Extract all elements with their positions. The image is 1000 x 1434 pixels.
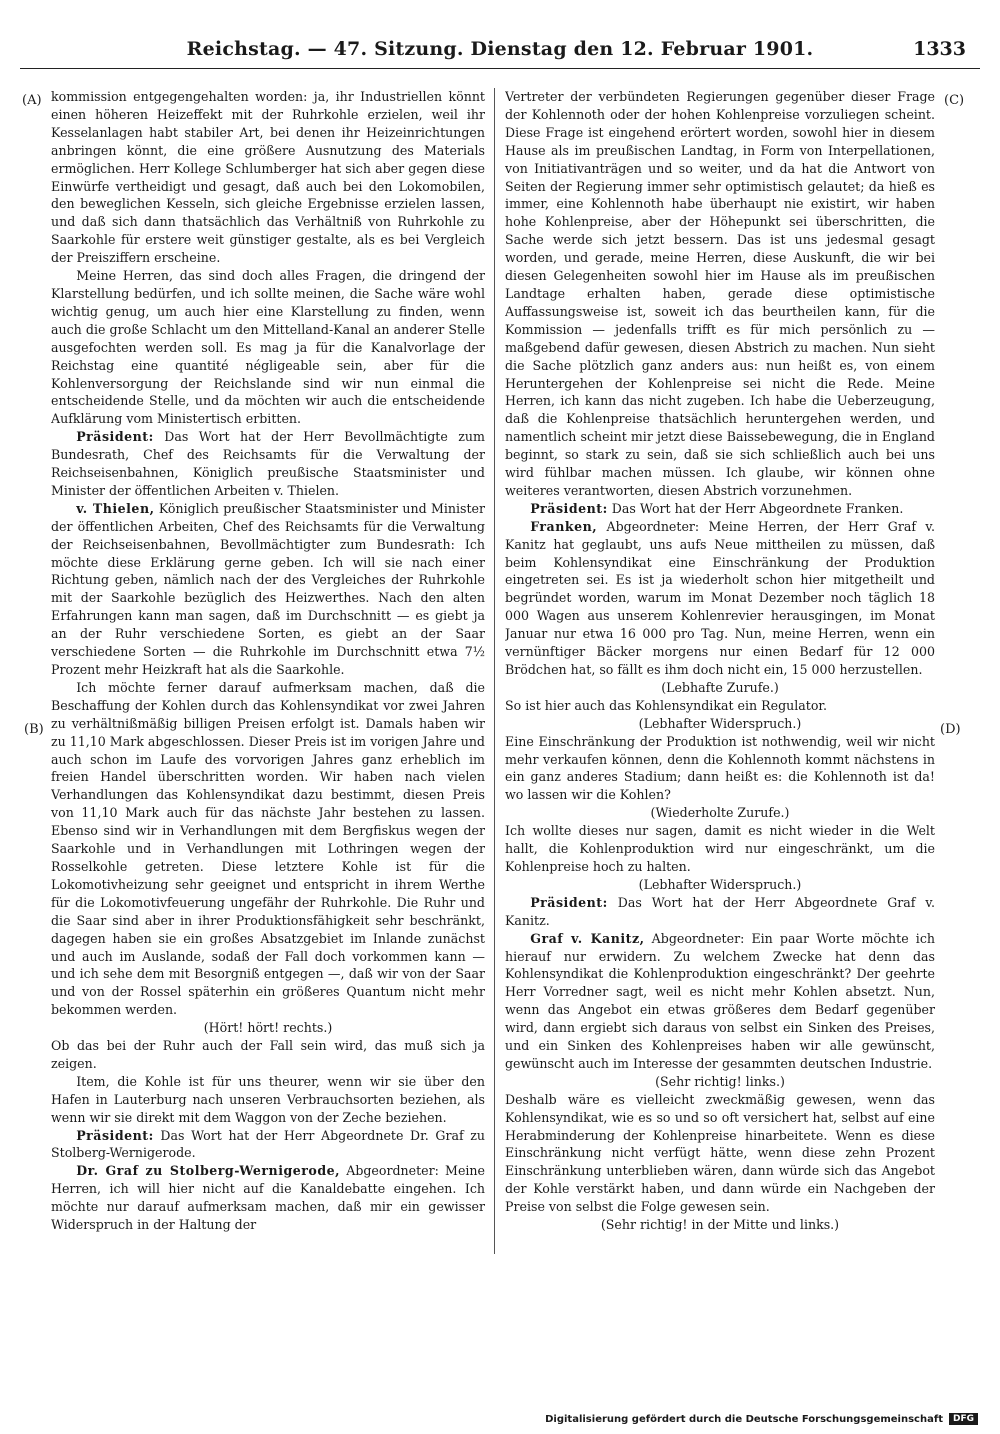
dfg-logo: DFG: [949, 1413, 978, 1425]
speech-paragraph: [51, 428, 485, 500]
paragraph-text: kommission entgegengehalten worden: ja, ihr Industriellen könnt einen höheren Heizeffekt mit der Ruhrkohle erzielen, weil ihr Kesselanlagen habt stabiler Art, bei denen ihr Heizeinrichtungen anbringen könnt, die eine größere Ausnutzung des Materials ermöglichen. Herr Kollege Schlumberger hat sich aber gegen diese Einwürfe vertheidigt und gesagt, daß auch bei den Lokomobilen, den beweglichen Kesseln, sich gleiche Ergebnisse erzielen lassen, und daß sich dann thatsächlich das Verhältniß von Ruhrkohle zu Saarkohle für erstere weit günstiger gestalte, als es bei Vergleich der Preisziffern erscheine.: [51, 89, 485, 266]
body-paragraph: [505, 733, 935, 805]
interjection-text: (Hört! hört! rechts.): [203, 1020, 333, 1036]
right-text-column: [505, 88, 935, 1250]
speech-text: Abgeordneter: Meine Herren, der Herr Graf v. Kanitz hat geglaubt, uns aufs Neue mittheilen zu müssen, daß beim Kohlensyndikat eine Einschränkung der Produktion eingetreten sei. Es ist ja wiederholt schon hier mitgetheilt und begründet worden, warum im Monat Dezember noch täglich 18 000 Wagen aus unserem Kohlenrevier herausgingen, im Monat Januar nur etwa 16 000 pro Tag. Nun, meine Herren, wenn ein vernünftiger Bäcker morgens nur einen Bedarf für 12 000 Brödchen hat, so fällt es ihm doch nicht ein, 15 000 herzustellen.: [505, 518, 935, 677]
interjection: [505, 679, 935, 697]
speaker-name: Graf v. Kanitz,: [530, 930, 645, 946]
speech-text: Abgeordneter: Ein paar Worte möchte ich hierauf nur erwidern. Zu welchem Zwecke hat denn das Kohlensyndikat die Kohlenproduktion eingeschränkt? Der geehrte Herr Vorredner sagt, weil es nicht mehr Kohlen absetzt. Nun, wenn das Angebot ein etwas größeres dem Bedarf gegenüber wird, dann ergiebt sich daraus von selbst ein Sinken des Preises, und ein Sinken des Kohlenpreises haben wir alle gewünscht, gewünscht auch im Interesse der gesammten deutschen Industrie.: [505, 930, 935, 1071]
speech-paragraph: [51, 1162, 485, 1234]
speaker-name: Präsident:: [530, 500, 608, 516]
speaker-name: Franken,: [530, 518, 598, 534]
margin-marker-a: (A): [22, 93, 42, 108]
paragraph-text: Meine Herren, das sind doch alles Fragen, die dringend der Klarstellung bedürfen, und ich sollte meinen, die Sache wäre wohl wichtig genug, um auch hier eine Klarstellung zu finden, wenn auch die große Schlacht um den Mittelland-Kanal an anderer Stelle ausgefochten werden soll. Es mag ja für die Kanalvorlage der Reichstag eine quantité négligeable sein, aber für die Kohlenversorgung der Reichslande sind wir nun einmal die entscheidende Stelle, und da möchten wir auch die entscheidende Aufklärung vom Ministertisch erbitten.: [51, 268, 485, 427]
speech-text: Abgeordneter: Meine Herren, ich will hier nicht auf die Kanaldebatte eingehen. Ich möchte nur darauf aufmerksam machen, daß mir ein gewisser Widerspruch in der Haltung der: [51, 1163, 485, 1233]
paragraph-text: Item, die Kohle ist für uns theurer, wenn wir sie über den Hafen in Lauterburg nach unseren Verbrauchsorten beziehen, als wenn wir sie direkt mit dem Waggon von der Zeche beziehen.: [51, 1073, 485, 1125]
speech-paragraph: [51, 1127, 485, 1163]
interjection: [505, 876, 935, 894]
body-paragraph: [505, 697, 935, 715]
interjection: [505, 715, 935, 733]
margin-marker-b: (B): [24, 722, 44, 737]
interjection-text: (Sehr richtig! in der Mitte und links.): [600, 1217, 840, 1233]
body-paragraph: [51, 88, 485, 267]
body-paragraph: [51, 1073, 485, 1127]
interjection: [51, 1019, 485, 1037]
page-number: 1333: [913, 38, 966, 60]
paragraph-text: Eine Einschränkung der Produktion ist nothwendig, weil wir nicht mehr verkaufen können, denn die Kohlennoth kommt nächstens in ein ganz anderes Stadium; dann heißt es: die Kohlennoth ist da! wo lassen wir die Kohlen?: [505, 733, 935, 803]
footer-credit: Digitalisierung gefördert durch die Deutsche Forschungsgemeinschaft: [545, 1413, 943, 1425]
column-divider: [494, 88, 495, 1254]
interjection: [505, 1073, 935, 1091]
interjection-text: (Sehr richtig! links.): [655, 1073, 785, 1089]
speech-text: Königlich preußischer Staatsminister und Minister der öffentlichen Arbeiten, Chef des Reichsamts für die Verwaltung der Reichseisenbahnen, Bevollmächtigter zum Bundesrath: Ich möchte diese Erklärung gerne geben. Ich will sie nach einer Richtung geben, nämlich nach der des Vergleiches der Ruhrkohle mit der Saarkohle bezüglich des Heizwerthes. Nach den alten Erfahrungen kann man sagen, daß im Durchschnitt — es giebt ja an der Ruhr verschiedene Sorten, es giebt an der Saar verschiedene Sorten — die Ruhrkohle im Durchschnitt etwa 7½ Prozent mehr Heizkraft hat als die Saarkohle.: [51, 500, 485, 677]
body-paragraph: [51, 1037, 485, 1073]
interjection-text: (Lebhafter Widerspruch.): [638, 876, 802, 892]
paragraph-text: Ich wollte dieses nur sagen, damit es nicht wieder in die Welt hallt, die Kohlenproduktion wird nur eingeschränkt, um die Kohlenpreise hoch zu halten.: [505, 823, 935, 874]
interjection-text: (Wiederholte Zurufe.): [650, 805, 790, 821]
speech-paragraph: [505, 894, 935, 930]
paragraph-text: Ich möchte ferner darauf aufmerksam machen, daß die Beschaffung der Kohlen durch das Kohlensyndikat vor zwei Jahren zu verhältnißmäßig billigen Preisen erfolgt ist. Damals haben wir zu 11,10 Mark abgeschlossen. Dieser Preis ist im vorigen Jahre und auch schon im Laufe des vorvorigen Jahres ganz erheblich im freien Handel überschritten worden. Wir haben nach vielen Verhandlungen das Kohlensyndikat dazu bestimmt, diesen Preis von 11,10 Mark auch für das nächste Jahr bestehen zu lassen. Ebenso sind wir in Verhandlungen mit dem Bergfiskus wegen der Saarkohle und in Verhandlungen mit Lothringen wegen der Rosselkohle getreten. Diese letztere Kohle ist für die Lokomotivheizung sehr geeignet und entspricht in ihrem Werthe für die Lokomotivfeuerung ungefähr der Ruhrkohle. Die Ruhr und die Saar sind aber in ihrer Produktionsfähigkeit sehr beschränkt, dagegen haben sie ein großes Absatzgebiet im Inlande zunächst und auch im Auslande, sodaß der Fall doch vorkommen kann — und ich sehe dem mit Besorgniß entgegen —, daß wir von der Saar und von der Rossel späterhin ein größeres Quantum nicht mehr bekommen werden.: [51, 679, 485, 1018]
speech-paragraph: [51, 500, 485, 679]
paragraph-text: Vertreter der verbündeten Regierungen gegenüber dieser Frage der Kohlennoth oder der hohen Kohlenpreise vorzuliegen scheint. Diese Frage ist eingehend erörtert worden, sowohl hier in diesem Hause als im preußischen Landtag, in Form von Interpellationen, von Initiativanträgen und so weiter, und da hat die Antwort von Seiten der Regierung immer sehr optimistisch gelautet; da hieß es immer, eine Kohlennoth habe überhaupt nie existirt, wir haben hohe Kohlenpreise, aber der Höhepunkt sei überschritten, die Sache werde sich jetzt bessern. Das ist uns jedesmal gesagt worden, und gerade, meine Herren, diese Auskunft, die wir bei diesen Gelegenheiten sowohl hier im Hause als im preußischen Landtage erhalten haben, gerade diese optimistische Auffassungsweise ist, soweit ich das beurtheilen kann, für die Kommission — jedenfalls trifft es für mich persönlich zu — maßgebend dafür gewesen, diesen Abstrich zu machen. Nun sieht die Sache plötzlich ganz anders aus: nun heißt es, von einem Heruntergehen der Kohlenpreise sei nicht die Rede. Meine Herren, ich kann das nicht zugeben. Ich habe die Ueberzeugung, daß die Kohlenpreise thatsächlich heruntergehen werden, und namentlich scheint mir jetzt diese Baissebewegung, die in England beginnt, so stark zu sein, daß sie sich schließlich auch bei uns wird fühlbar machen müssen. Ich glaube, wir können ohne weiteres verantworten, diesen Abstrich vorzunehmen.: [505, 89, 935, 498]
speech-text: Das Wort hat der Herr Abgeordnete Franken.: [611, 500, 904, 516]
interjection-text: (Lebhafte Zurufe.): [661, 679, 779, 695]
body-paragraph: [505, 1091, 935, 1216]
speech-paragraph: [505, 500, 935, 518]
left-text-column: [51, 88, 485, 1250]
speaker-name: v. Thielen,: [76, 500, 155, 516]
interjection: [505, 1216, 935, 1234]
margin-marker-d: (D): [940, 722, 961, 737]
body-paragraph: [51, 267, 485, 428]
speech-paragraph: [505, 930, 935, 1073]
interjection: [505, 804, 935, 822]
speaker-name: Präsident:: [530, 894, 608, 910]
speech-text: Das Wort hat der Herr Abgeordnete Graf v. Kanitz.: [505, 894, 935, 928]
paragraph-text: Ob das bei der Ruhr auch der Fall sein wird, das muß sich ja zeigen.: [51, 1038, 485, 1071]
speech-text: Das Wort hat der Herr Bevollmächtigte zum Bundesrath, Chef des Reichsamts für die Verwaltung der Reichseisenbahnen, Königlich preußische Staatsminister und Minister der öffentlichen Arbeiten v. Thielen.: [51, 429, 485, 498]
margin-marker-c: (C): [944, 93, 965, 108]
page-footer: [545, 1413, 978, 1425]
body-paragraph: [505, 822, 935, 876]
paragraph-text: Deshalb wäre es vielleicht zweckmäßig gewesen, wenn das Kohlensyndikat, wie es so und so oft versichert hat, selbst auf eine Herabminderung der Kohlenpreise hinarbeitete. Wenn es diese Einschränkung nicht verfügt hätte, wenn diese zehn Prozent Einschränkung unterblieben wären, dann würde sich das Angebot der Kohle verstärkt haben, und dann würde ein Nachgeben der Preise von selbst die Folge gewesen sein.: [505, 1091, 935, 1215]
body-paragraph: [505, 88, 935, 500]
interjection-text: (Lebhafter Widerspruch.): [638, 715, 802, 731]
running-head: Reichstag. — 47. Sitzung. Dienstag den 12. Februar 1901.: [186, 38, 814, 60]
speech-paragraph: [505, 518, 935, 679]
paragraph-text: So ist hier auch das Kohlensyndikat ein Regulator.: [505, 697, 828, 713]
body-paragraph: [51, 679, 485, 1019]
speaker-name: Präsident:: [76, 1127, 154, 1143]
speaker-name: Präsident:: [76, 429, 154, 445]
speech-text: Das Wort hat der Herr Abgeordnete Dr. Graf zu Stolberg-Wernigerode.: [51, 1127, 485, 1161]
page-header: [20, 38, 980, 69]
speaker-name: Dr. Graf zu Stolberg-Wernigerode,: [76, 1163, 341, 1179]
